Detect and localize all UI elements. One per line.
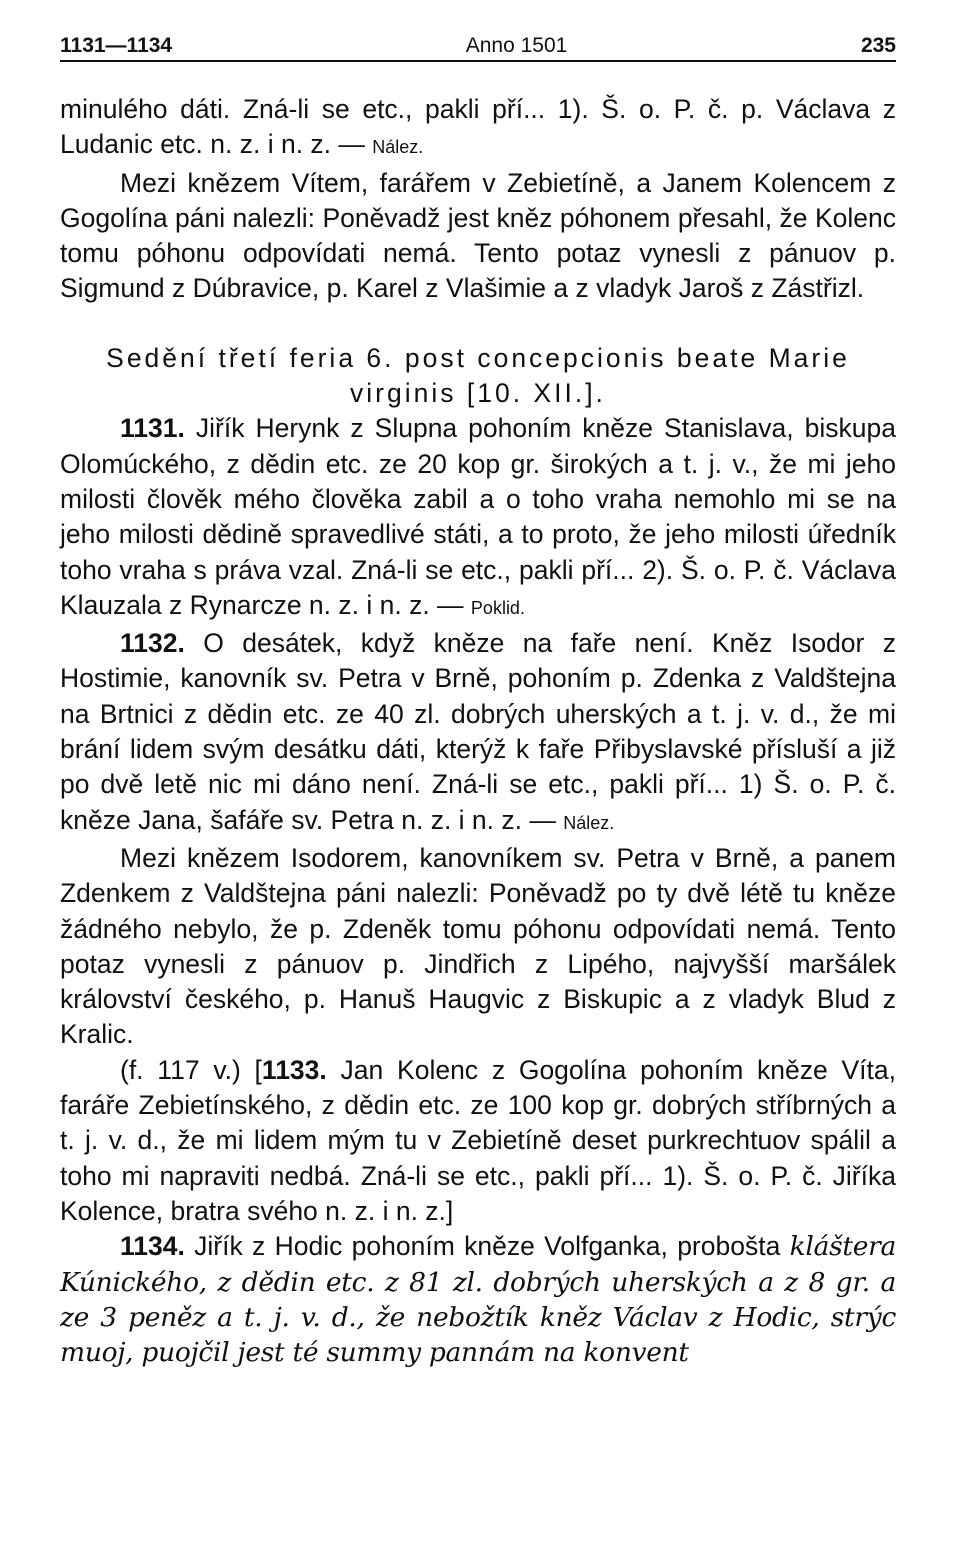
paragraph-finding: Mezi knězem Isodorem, kanovníkem sv. Petra v Brně, a panem Zdenkem z Valdštejna páni nalezli: Poněvadž po ty dvě létě tu kněze žádného nebylo, že p. Zdeněk tomu póhonu odpovídati nemá. Tento potaz vynesli z pánuov p. Jindřich z Lipého, najvyšší maršálek království českého, p. Hanuš Haugvic z Biskupic a z vladyk Blud z Kralic. — [60, 842, 896, 1050]
entry-text: O desátek, když kněze na faře není. Kněz Isodor z Hostimie, kanovník sv. Petra v Brně, pohoním p. Zdenka z Valdštejna na Brtnici z dědin etc. ze 40 zl. dobrých uherských a t. j. v. d., že mi brání lidem svým desátku dáti, kterýž k faře Přibyslavské přísluší a již po dvě letě nic mi dáno není. Zná-li se etc., pakli pří... 1) Š. o. P. č. kněze Jana, šafáře sv. Petra n. z. i n. z. — — [60, 628, 896, 835]
entry-text: Jan Kolenc z Gogolína pohoním kněze Víta, faráře Zebietínského, z dědin etc. ze 100 kop gr. dobrých stříbrných a t. j. v. d., že mi lidem mým tu v Zebietíně deset purkrechtuov spálil a toho mi napraviti nedbá. Zná-li se etc., pakli pří... 1). Š. o. P. č. Jiříka Kolence, bratra svého n. z. i n. z.] — [60, 1054, 897, 1226]
entry-text-italic: kláštera Kúnického, z dědin etc. z 81 zl. dobrých uherských a z 8 gr. a ze 3 peněz a t. j. v. d., že nebožtík kněz Václav z Hodic, strýc muoj, puojčil jest té summy pannám na konvent — [60, 1231, 896, 1369]
folio-reference: (f. 117 v.) [ — [120, 1054, 262, 1085]
paragraph-finding: Mezi knězem Vítem, farářem v Zebietíně, a Janem Kolencem z Gogolína páni nalezli: Poněvadž jest kněz póhonem přesahl, že Kolenc tomu póhonu odpovídati nemá. Tento potaz vynesli z pánuov p. Sigmund z Dúbravice, p. Karel z Vlašimie a z vladyk Jaroš z Zástřizl. — [60, 167, 896, 304]
entry-number: 1132. — [120, 628, 185, 659]
entry-1131 — [60, 411, 896, 626]
page-number: 235 — [860, 34, 896, 57]
entry-number: 1131. — [120, 413, 185, 444]
header-year: Anno 1501 — [465, 34, 568, 57]
document-page — [60, 34, 896, 1370]
entry-1132 — [60, 626, 896, 841]
entry-1134 — [60, 1229, 896, 1370]
entry-1133 — [60, 1053, 896, 1229]
verdict-tag: Nález. — [372, 137, 424, 158]
entry-text: Jiřík z Hodic pohoním kněze Volfganka, probošta — [194, 1231, 781, 1262]
entry-text: Jiřík Herynk z Slupna pohoním kněze Stanislava, biskupa Olomúckého, z dědin etc. ze 20 kop gr. širokých a t. j. v., že mi jeho milosti člověk mého člověka zabil a o toho vraha nemohlo mi se na jeho milosti dědině spravedlivé státi, a to proto, že jeho milosti úředník toho vraha s práva vzal. Zná-li se etc., pakli pří... 2). Š. o. P. č. Václava Klauzala z Rynarcze n. z. i n. z. — — [60, 413, 896, 620]
header-entry-range: 1131—1134 — [60, 34, 173, 57]
page-header — [60, 34, 896, 62]
session-heading: Sedění třetí feria 6. post concepcionis beate Marie virginis [10. XII.]. — [106, 342, 850, 409]
paragraph-continuation — [60, 92, 896, 166]
verdict-tag: Poklid. — [470, 597, 525, 618]
entry-number: 1133. — [261, 1054, 327, 1085]
page-body — [60, 92, 896, 1370]
verdict-tag: Nález. — [563, 812, 615, 833]
paragraph-text: minulého dáti. Zná-li se etc., pakli pří... 1). Š. o. P. č. p. Václava z Ludanic etc. n. z. i n. z. — — [60, 94, 896, 160]
entry-number: 1134. — [120, 1231, 185, 1262]
